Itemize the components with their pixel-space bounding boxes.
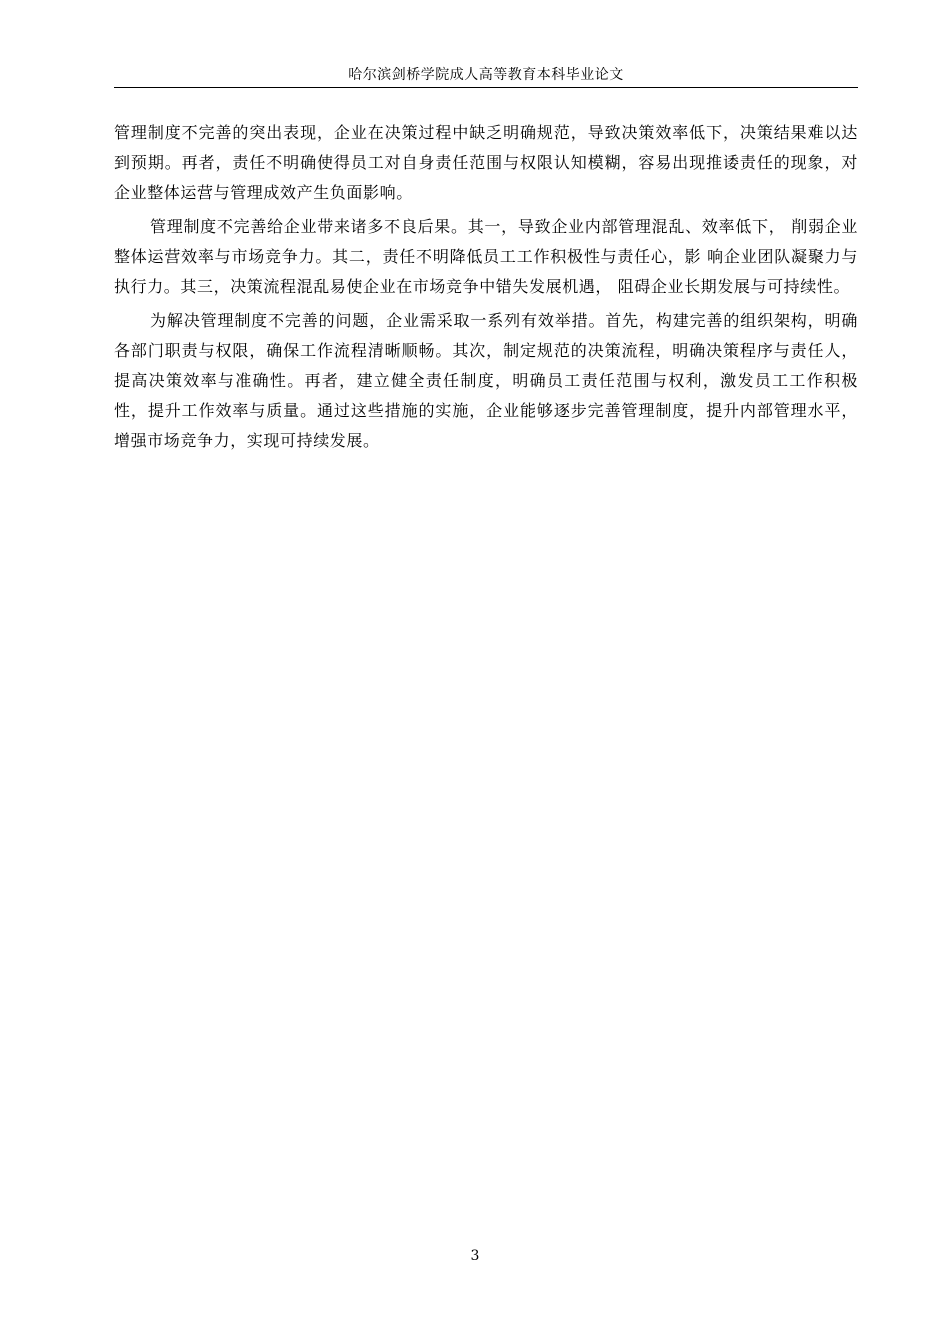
- page-number: 3: [470, 1248, 480, 1264]
- running-header: 哈尔滨剑桥学院成人高等教育本科毕业论文: [348, 67, 624, 83]
- header-divider: [114, 87, 858, 88]
- paragraph-continued: 管理制度不完善的突出表现，企业在决策过程中缺乏明确规范，导致决策效率低下，决策结果难以达到预期。再者，责任不明确使得员工对自身责任范围与权限认知模糊，容易出现推诿责任的现象，对企业整体运营与管理成效产生负面影响。: [114, 123, 858, 202]
- paragraph: 管理制度不完善给企业带来诸多不良后果。其一，导致企业内部管理混乱、效率低下， 削弱企业整体运营效率与市场竞争力。其二，责任不明降低员工工作积极性与责任心，影 响企业团队凝聚力与执行力。其三，决策流程混乱易使企业在市场竞争中错失发展机遇， 阻碍企业长期发展与可持续性。: [114, 217, 858, 296]
- body-text: [114, 118, 858, 460]
- paragraph: 为解决管理制度不完善的问题，企业需采取一系列有效举措。首先，构建完善的组织架构，明确各部门职责与权限，确保工作流程清晰顺畅。其次，制定规范的决策流程，明确决策程序与责任人，提高决策效率与准确性。再者，建立健全责任制度，明确员工责任范围与权利，激发员工工作积极性，提升工作效率与质量。通过这些措施的实施，企业能够逐步完善管理制度，提升内部管理水平，增强市场竞争力，实现可持续发展。: [114, 311, 858, 450]
